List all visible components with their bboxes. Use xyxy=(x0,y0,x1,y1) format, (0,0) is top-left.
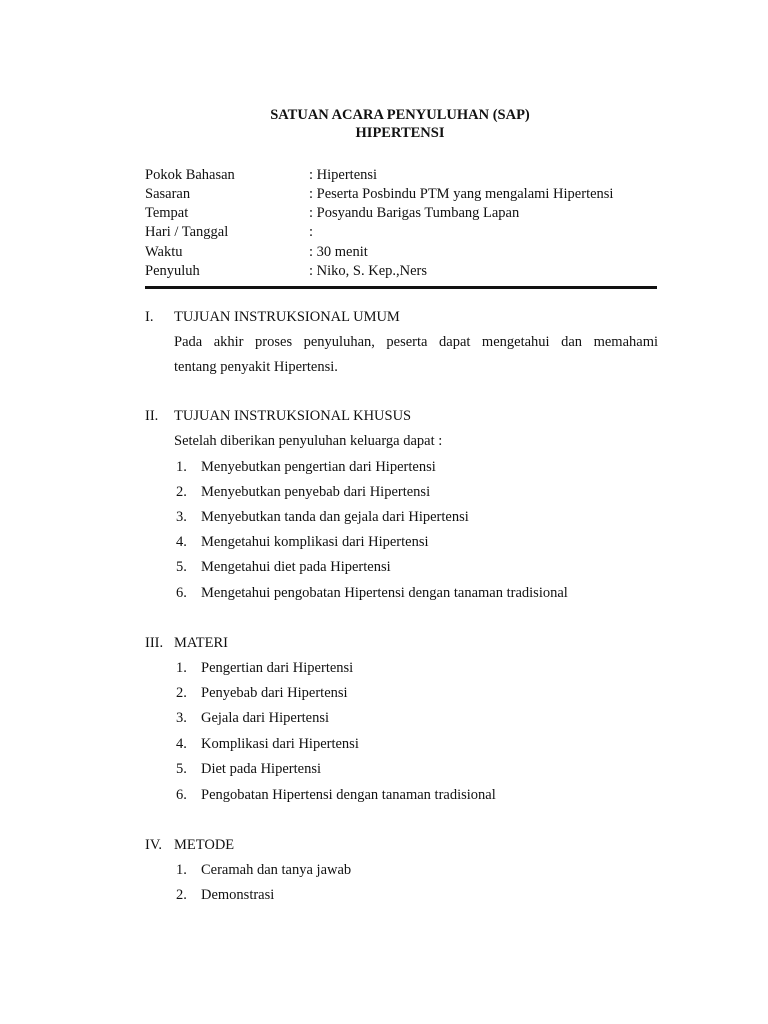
list-item: Pengobatan Hipertensi dengan tanaman tradisional xyxy=(201,787,496,803)
list-item: Menyebutkan pengertian dari Hipertensi xyxy=(201,459,436,475)
info-label: Hari / Tanggal xyxy=(145,224,229,240)
list-item: Gejala dari Hipertensi xyxy=(201,710,330,726)
info-value: : Hipertensi xyxy=(309,167,378,183)
info-value: : Posyandu Barigas Tumbang Lapan xyxy=(309,205,520,221)
info-value: : Peserta Posbindu PTM yang mengalami Hipertensi xyxy=(309,186,614,202)
section-paragraph-line: tentang penyakit Hipertensi. xyxy=(174,359,338,375)
list-item: Penyebab dari Hipertensi xyxy=(201,685,348,701)
section-heading: METODE xyxy=(174,837,235,853)
document-subtitle: HIPERTENSI xyxy=(355,125,445,141)
list-number: 2. xyxy=(176,685,187,701)
info-label: Tempat xyxy=(145,205,189,221)
section-heading: TUJUAN INSTRUKSIONAL UMUM xyxy=(174,309,400,325)
list-number: 2. xyxy=(176,484,187,500)
section-number: IV. xyxy=(145,837,163,853)
list-item: Mengetahui komplikasi dari Hipertensi xyxy=(201,534,429,550)
list-number: 4. xyxy=(176,534,187,550)
list-item: Mengetahui pengobatan Hipertensi dengan tanaman tradisional xyxy=(201,585,568,601)
list-item: Mengetahui diet pada Hipertensi xyxy=(201,559,391,575)
list-number: 1. xyxy=(176,660,187,676)
section-number: II. xyxy=(145,408,159,424)
section-paragraph-line: Pada akhir proses penyuluhan, peserta dapat mengetahui dan memahami xyxy=(174,334,658,350)
list-item: Pengertian dari Hipertensi xyxy=(201,660,354,676)
list-number: 2. xyxy=(176,887,187,903)
info-label: Penyuluh xyxy=(145,263,200,279)
info-label: Sasaran xyxy=(145,186,191,202)
list-item: Diet pada Hipertensi xyxy=(201,761,321,777)
info-value: : 30 menit xyxy=(309,244,368,260)
info-value: : Niko, S. Kep.,Ners xyxy=(309,263,428,279)
list-item: Ceramah dan tanya jawab xyxy=(201,862,352,878)
document-title: SATUAN ACARA PENYULUHAN (SAP) xyxy=(270,107,530,123)
info-value: : xyxy=(309,224,314,240)
list-number: 3. xyxy=(176,509,187,525)
section-number: I. xyxy=(145,309,154,325)
list-item: Menyebutkan penyebab dari Hipertensi xyxy=(201,484,431,500)
list-number: 1. xyxy=(176,459,187,475)
list-item: Komplikasi dari Hipertensi xyxy=(201,736,359,752)
list-number: 5. xyxy=(176,761,187,777)
list-number: 6. xyxy=(176,787,187,803)
section-heading: MATERI xyxy=(174,635,228,651)
divider-line xyxy=(145,286,657,289)
list-number: 1. xyxy=(176,862,187,878)
list-item: Demonstrasi xyxy=(201,887,275,903)
list-number: 6. xyxy=(176,585,187,601)
section-number: III. xyxy=(145,635,164,651)
section-intro: Setelah diberikan penyuluhan keluarga dapat : xyxy=(174,433,443,449)
list-number: 3. xyxy=(176,710,187,726)
list-number: 4. xyxy=(176,736,187,752)
section-heading: TUJUAN INSTRUKSIONAL KHUSUS xyxy=(174,408,412,424)
info-label: Pokok Bahasan xyxy=(145,167,235,183)
list-item: Menyebutkan tanda dan gejala dari Hipertensi xyxy=(201,509,469,525)
info-label: Waktu xyxy=(145,244,183,260)
list-number: 5. xyxy=(176,559,187,575)
